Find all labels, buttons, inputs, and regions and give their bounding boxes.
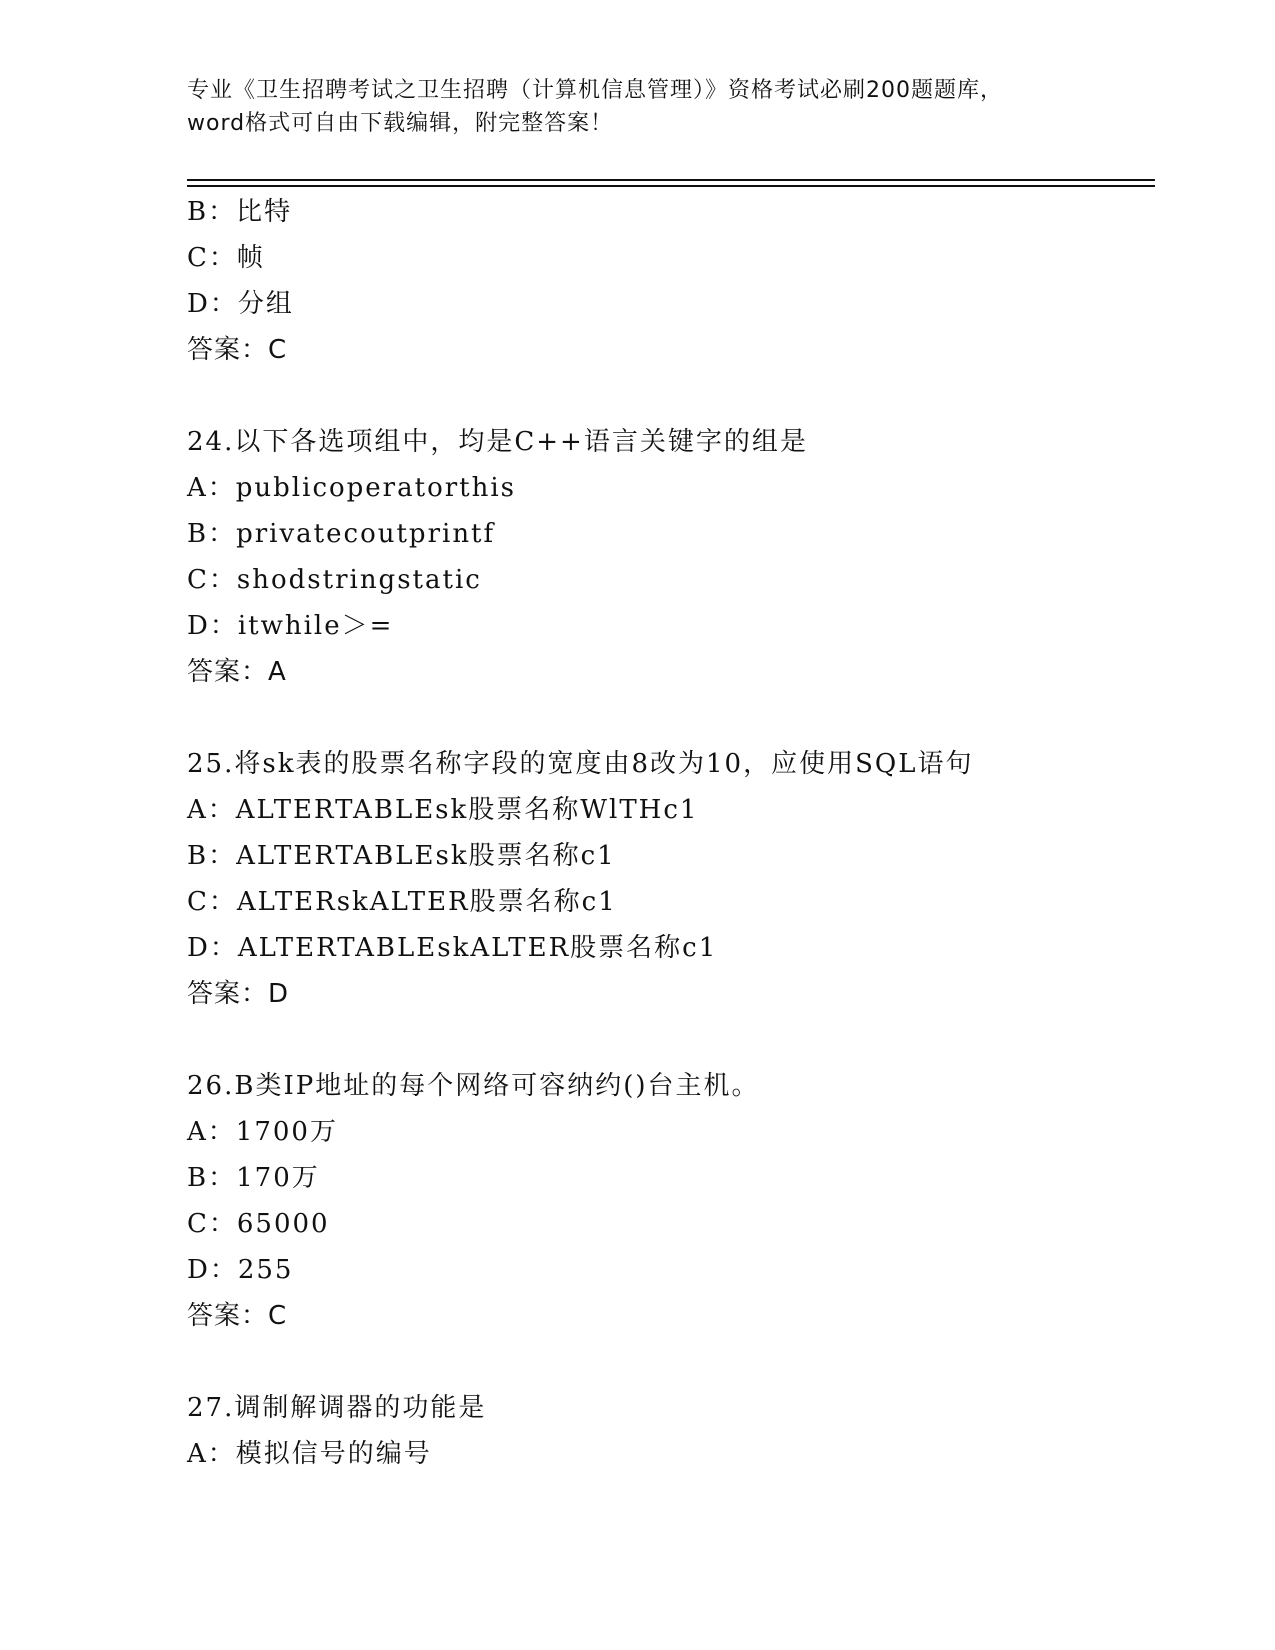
option-d: D：ALTERTABLEskALTER股票名称c1: [187, 933, 718, 963]
option-b: B：比特: [187, 197, 293, 227]
answer: 答案：D: [187, 979, 290, 1009]
option-b: B：privatecoutprintf: [187, 519, 496, 549]
option-a: A：ALTERTABLEsk股票名称WlTHc1: [187, 795, 699, 825]
option-c: C：65000: [187, 1209, 330, 1239]
question-text: 26.B类IP地址的每个网络可容纳约()台主机。: [187, 1071, 760, 1101]
option-b: B：170万: [187, 1163, 320, 1193]
option-c: C：shodstringstatic: [187, 565, 482, 595]
spacer: [187, 695, 1147, 741]
answer: 答案：A: [187, 657, 287, 687]
spacer: [187, 1339, 1147, 1385]
header-line-2: word格式可自由下载编辑，附完整答案！: [187, 111, 614, 136]
header-line-1: 专业《卫生招聘考试之卫生招聘（计算机信息管理）》资格考试必刷200题题库，: [187, 78, 1003, 103]
option-d: D：itwhile＞=: [187, 611, 394, 641]
question-block-24: [187, 419, 1147, 695]
option-c: C：ALTERskALTER股票名称c1: [187, 887, 617, 917]
question-text: 24.以下各选项组中，均是C++语言关键字的组是: [187, 427, 808, 457]
option-a: A：模拟信号的编号: [187, 1439, 432, 1469]
option-c: C：帧: [187, 243, 265, 273]
question-text: 27.调制解调器的功能是: [187, 1393, 487, 1423]
header-divider-top: [187, 179, 1155, 181]
option-a: A：1700万: [187, 1117, 338, 1147]
option-d: D：255: [187, 1255, 294, 1285]
header-divider-bottom: [187, 185, 1155, 187]
document-header: [187, 74, 1087, 140]
question-list: [187, 189, 1147, 1477]
option-b: B：ALTERTABLEsk股票名称c1: [187, 841, 616, 871]
option-a: A：publicoperatorthis: [187, 473, 516, 503]
answer: 答案：C: [187, 1301, 288, 1331]
question-block-26: [187, 1063, 1147, 1339]
question-block-25: [187, 741, 1147, 1017]
spacer: [187, 373, 1147, 419]
question-block-23: [187, 189, 1147, 373]
option-d: D：分组: [187, 289, 294, 319]
spacer: [187, 1017, 1147, 1063]
answer: 答案：C: [187, 335, 288, 365]
question-block-27: [187, 1385, 1147, 1477]
question-text: 25.将sk表的股票名称字段的宽度由8改为10，应使用SQL语句: [187, 749, 974, 779]
